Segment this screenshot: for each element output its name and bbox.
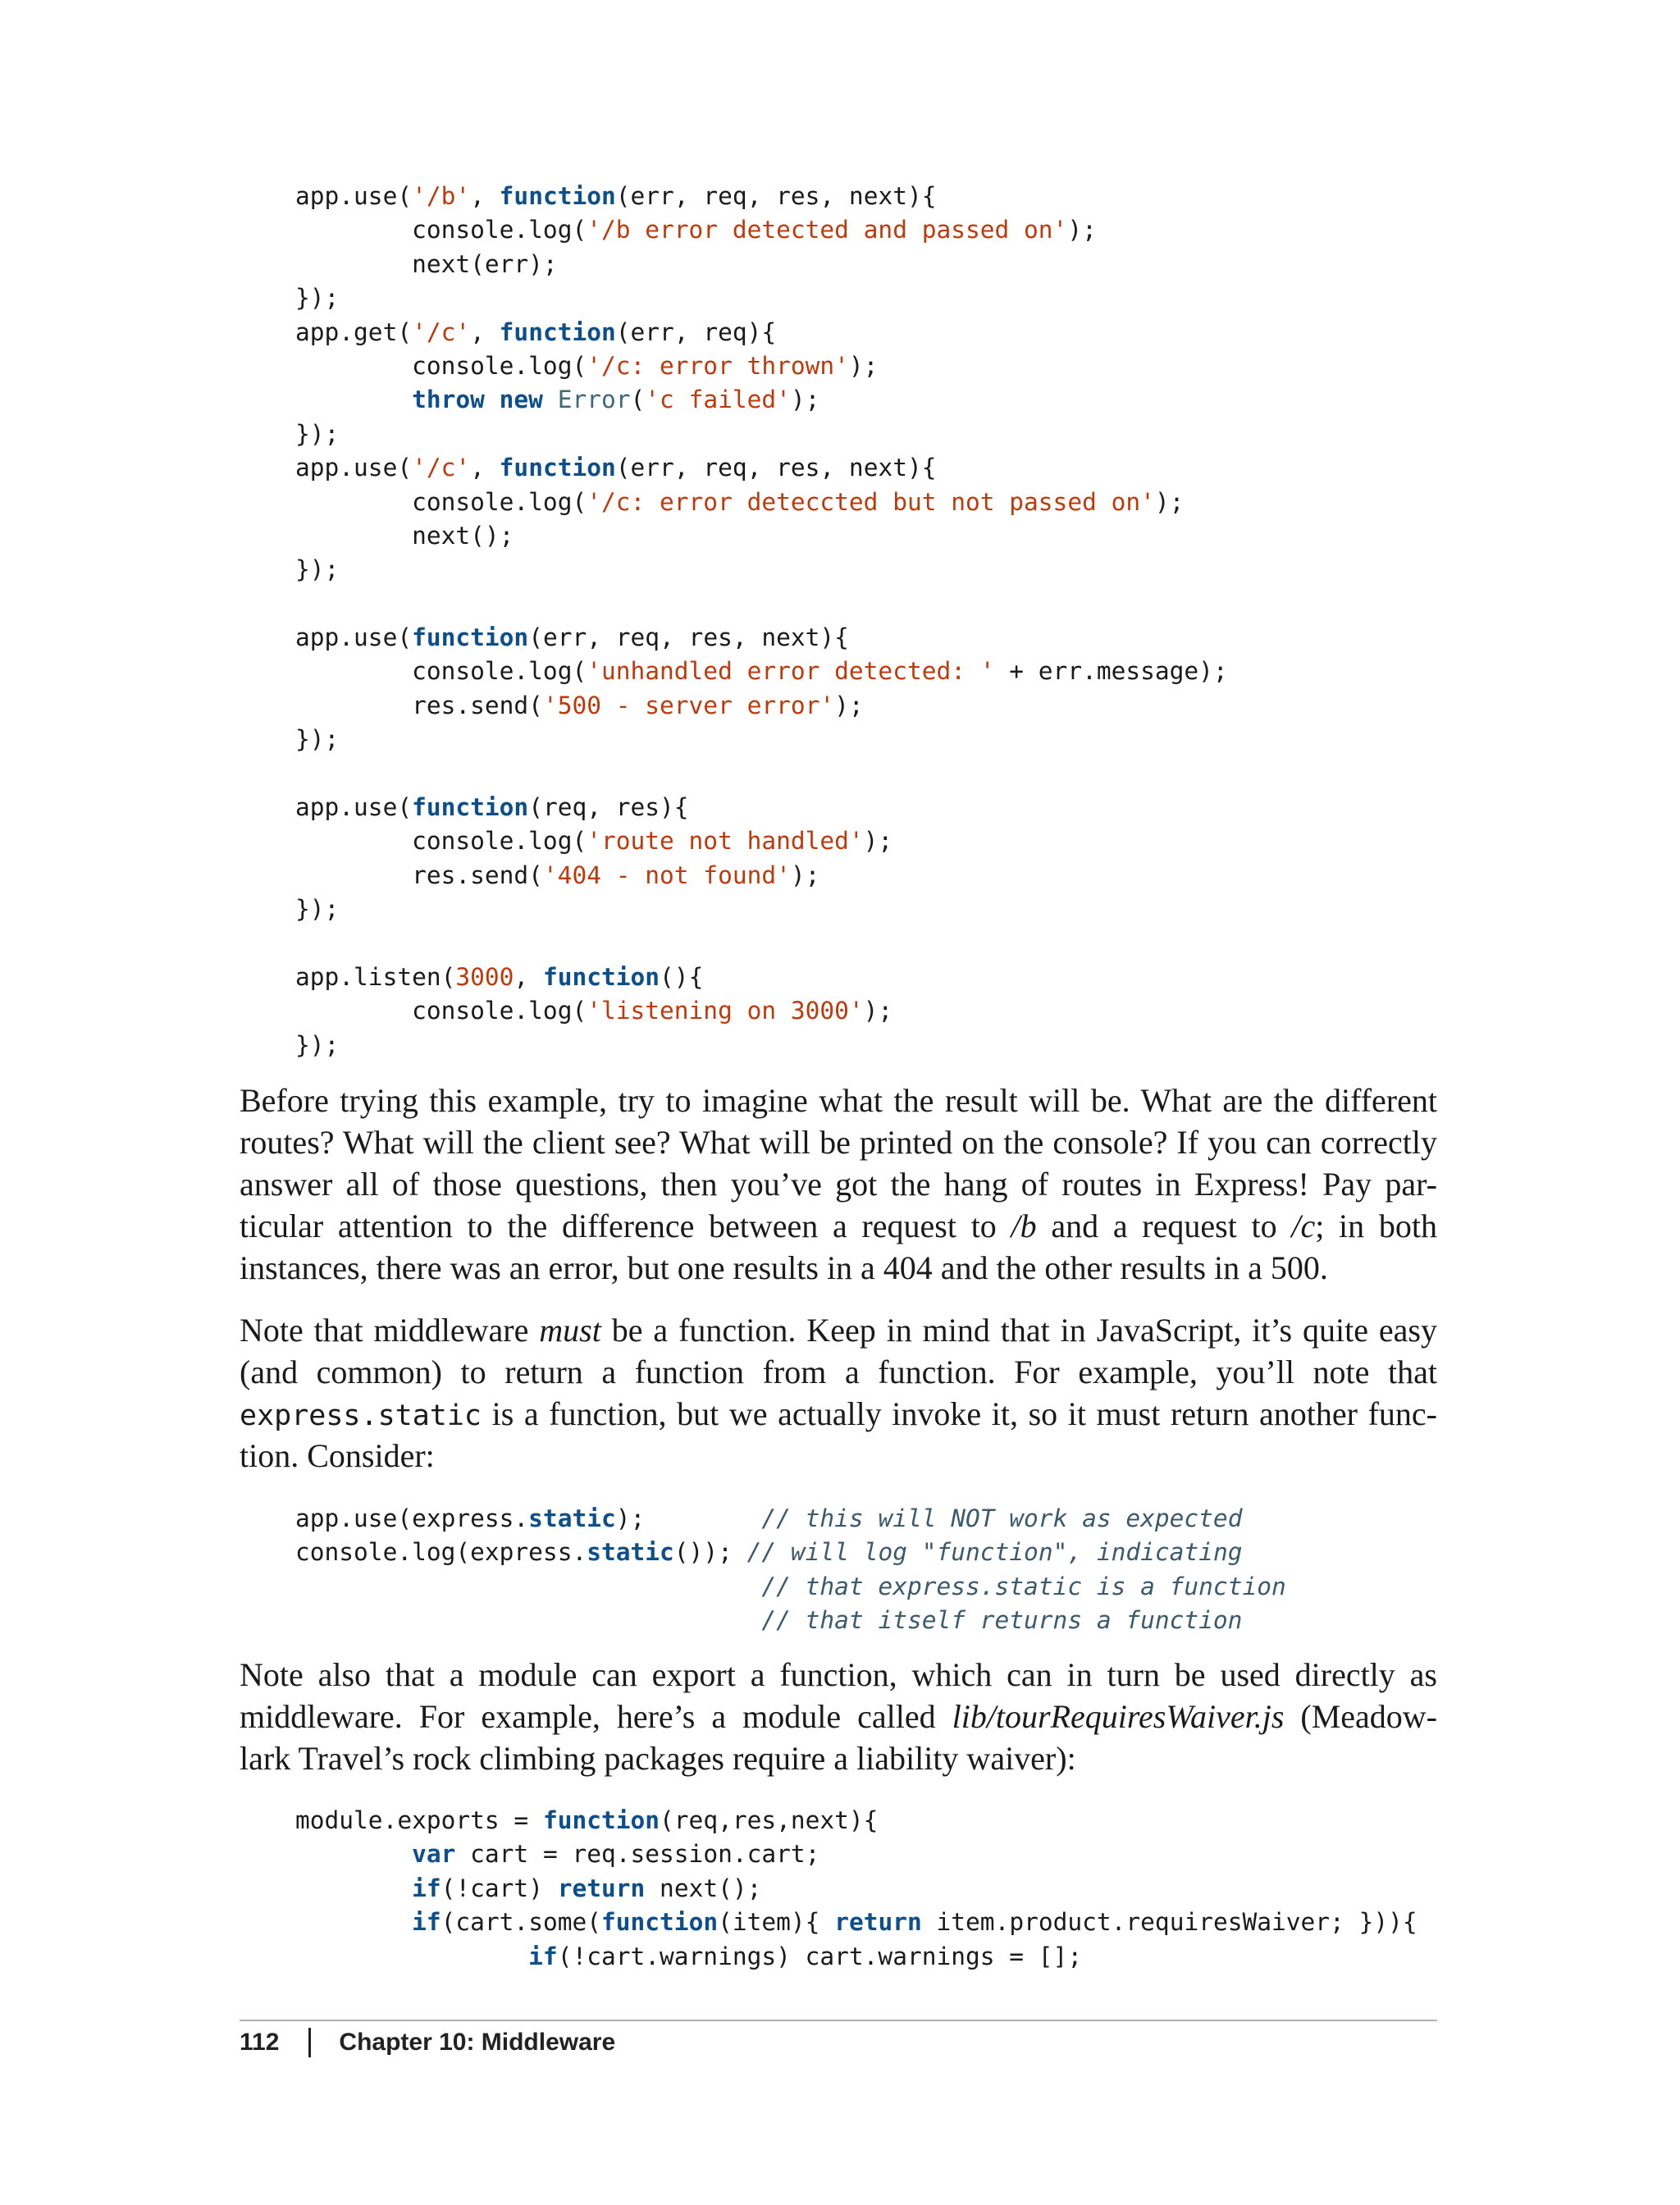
- code-block-tour-requires-waiver: [295, 1804, 1418, 1974]
- code-token: 'route not handled': [587, 827, 864, 856]
- code-token: res.send(: [295, 861, 543, 889]
- code-token: 'c failed': [645, 386, 791, 414]
- code-line: [295, 519, 1228, 553]
- code-token: item.product.requiresWaiver; })){: [921, 1908, 1418, 1937]
- code-token: ,: [470, 454, 500, 482]
- code-token: (err, req, res, next){: [615, 454, 937, 482]
- code-token: (err, req, res, next){: [615, 182, 937, 210]
- code-token: return: [834, 1908, 922, 1937]
- code-token: // will log "function", indicating: [746, 1538, 1243, 1567]
- code-token: if: [412, 1908, 441, 1937]
- code-token: cart = req.session.cart;: [455, 1840, 820, 1869]
- code-token: '/c: error thrown': [587, 351, 849, 380]
- code-line: [295, 349, 1228, 383]
- paragraph-middleware-function: [240, 1309, 1437, 1477]
- code-token: [295, 1573, 761, 1600]
- text-run: be a function. Keep in mind that in JavaScript, it’s quite easy: [600, 1312, 1438, 1349]
- code-token: // that itself returns a function: [761, 1606, 1243, 1635]
- code-token: app.get(: [295, 317, 413, 346]
- code-line: [295, 1838, 1418, 1871]
- code-token: ());: [673, 1538, 747, 1567]
- text-run: ; in both: [1315, 1208, 1437, 1244]
- code-line: [295, 621, 1228, 655]
- code-line: [295, 316, 1228, 349]
- code-token: );: [615, 1504, 762, 1532]
- code-token: (err, req, res, next){: [528, 623, 849, 652]
- code-token: next();: [295, 521, 514, 550]
- text-line: [240, 1696, 1437, 1737]
- code-line: [295, 486, 1228, 519]
- code-token: '/c': [412, 317, 471, 346]
- code-token: [295, 386, 412, 413]
- code-token: );: [863, 827, 893, 856]
- code-token: '/b error detected and passed on': [587, 216, 1068, 244]
- code-line: [295, 383, 1228, 417]
- code-token: (req, res){: [528, 793, 689, 822]
- code-line: [295, 180, 1228, 213]
- paragraph-module-export: [240, 1654, 1437, 1779]
- code-token: [295, 1874, 412, 1902]
- code-line: [295, 1872, 1418, 1906]
- code-token: function: [499, 317, 616, 346]
- code-token: 'listening on 3000': [587, 997, 864, 1025]
- code-line: [295, 927, 1228, 961]
- text-run: is a function, but we actually invoke it, so it must return another func-: [482, 1395, 1437, 1432]
- footer-rule: [240, 2020, 1437, 2021]
- code-line: [295, 655, 1228, 688]
- code-line: [295, 451, 1228, 485]
- code-token: function: [412, 623, 529, 652]
- code-token: '500 - server error': [542, 691, 835, 719]
- code-token: (!cart): [441, 1874, 558, 1902]
- code-token: console.log(: [295, 216, 587, 244]
- chapter-title: Chapter 10: Middleware: [339, 2029, 616, 2056]
- code-token: ,: [470, 182, 500, 210]
- code-line: [295, 994, 1228, 1028]
- paragraph-routes-explanation: [240, 1080, 1437, 1289]
- code-line: [295, 418, 1228, 451]
- code-token: // that express.static is a function: [761, 1572, 1286, 1600]
- code-token: });: [295, 725, 340, 754]
- code-token: );: [1154, 487, 1185, 516]
- code-token: [295, 1908, 412, 1936]
- code-line: [295, 1502, 1286, 1536]
- code-token: next();: [645, 1874, 762, 1902]
- code-token: '404 - not found': [542, 861, 791, 889]
- code-token: // this will NOT work as expected: [761, 1504, 1243, 1532]
- code-token: });: [295, 555, 340, 584]
- code-token: app.use(express.: [295, 1504, 529, 1532]
- code-token: [295, 1606, 761, 1634]
- code-token: });: [295, 284, 340, 313]
- text-line: Before trying this example, try to imagine what the result will be. What are the different: [240, 1082, 1437, 1119]
- code-token: var: [412, 1840, 456, 1869]
- code-token: function: [542, 962, 660, 991]
- inline-code: express.static: [240, 1399, 482, 1432]
- code-token: (item){: [718, 1908, 835, 1937]
- code-token: if: [528, 1942, 558, 1970]
- code-token: 3000: [455, 962, 514, 991]
- code-token: '/b': [412, 182, 471, 210]
- code-token: 'unhandled error detected: ': [587, 657, 995, 686]
- code-token: (req,res,next){: [660, 1806, 879, 1834]
- code-token: '/c': [412, 454, 471, 482]
- text-run: middleware. For example, here’s a module called: [240, 1698, 952, 1735]
- code-line: [295, 587, 1228, 621]
- code-line: [295, 281, 1228, 315]
- code-line: [295, 553, 1228, 587]
- code-token: );: [790, 386, 820, 414]
- code-line: [295, 1536, 1286, 1569]
- code-token: app.use(: [295, 793, 413, 822]
- text-line: Note also that a module can export a function, which can in turn be used directly as: [240, 1656, 1437, 1693]
- code-token: return: [557, 1874, 646, 1902]
- text-line: (and common) to return a function from a function. For example, you’ll note that: [240, 1354, 1437, 1390]
- code-token: (: [630, 386, 646, 414]
- code-token: console.log(: [295, 997, 587, 1025]
- code-token: });: [295, 419, 340, 448]
- code-token: );: [848, 351, 879, 380]
- code-token: [543, 386, 558, 413]
- code-token: static: [528, 1504, 616, 1532]
- code-token: module.exports =: [295, 1806, 543, 1834]
- text-run: and a request to: [1036, 1208, 1292, 1244]
- code-line: [295, 1940, 1418, 1974]
- code-token: throw new: [412, 386, 543, 414]
- code-token: if: [412, 1874, 441, 1902]
- code-token: app.use(: [295, 454, 413, 482]
- code-line: [295, 213, 1228, 247]
- code-line: [295, 961, 1228, 994]
- code-token: function: [542, 1806, 660, 1834]
- code-token: console.log(: [295, 657, 587, 686]
- code-token: ,: [470, 317, 500, 346]
- text-line: [240, 1309, 1437, 1351]
- code-token: '/c: error deteccted but not passed on': [587, 487, 1155, 516]
- text-line: answer all of those questions, then you’ve got the hang of routes in Express! Pay par-: [240, 1166, 1437, 1203]
- code-line: [295, 757, 1228, 791]
- code-token: (cart.some(: [441, 1908, 601, 1937]
- code-token: (!cart.warnings) cart.warnings = [];: [557, 1942, 1083, 1970]
- text-run: ticular attention to the difference between a request to: [240, 1208, 1011, 1244]
- page-footer: [240, 2028, 615, 2057]
- code-token: console.log(: [295, 351, 587, 380]
- code-token: ,: [514, 962, 543, 991]
- code-token: Error: [557, 386, 631, 414]
- code-token: console.log(: [295, 487, 587, 516]
- text-line: lark Travel’s rock climbing packages require a liability waiver):: [240, 1740, 1076, 1777]
- code-line: [295, 1570, 1286, 1604]
- footer-separator: [308, 2028, 311, 2057]
- code-token: console.log(express.: [295, 1538, 587, 1567]
- code-token: (err, req){: [615, 317, 777, 346]
- code-line: [295, 1029, 1228, 1062]
- code-token: app.use(: [295, 623, 413, 652]
- code-token: function: [499, 454, 616, 482]
- text-line: routes? What will the client see? What will be printed on the console? If you can correctly: [240, 1124, 1437, 1161]
- code-line: [295, 1804, 1418, 1838]
- code-token: console.log(: [295, 827, 587, 856]
- code-line: [295, 248, 1228, 281]
- code-line: [295, 892, 1228, 926]
- emphasis-text: /c: [1291, 1208, 1316, 1244]
- code-token: app.use(: [295, 182, 413, 210]
- text-line: instances, there was an error, but one results in a 404 and the other results in a 500.: [240, 1249, 1328, 1286]
- code-block-routes: [295, 180, 1228, 1062]
- text-line: [240, 1393, 1437, 1435]
- code-block-express-static: [295, 1502, 1286, 1638]
- code-token: app.listen(: [295, 962, 456, 991]
- code-token: );: [790, 861, 820, 889]
- code-token: });: [295, 1030, 340, 1059]
- code-line: [295, 859, 1228, 892]
- code-line: [295, 723, 1228, 756]
- code-token: static: [587, 1538, 674, 1567]
- code-token: function: [412, 793, 529, 822]
- code-line: [295, 1906, 1418, 1939]
- emphasis-text: /b: [1011, 1208, 1037, 1244]
- code-line: [295, 1604, 1286, 1637]
- code-token: res.send(: [295, 691, 543, 719]
- code-line: [295, 689, 1228, 723]
- text-line: tion. Consider:: [240, 1437, 435, 1474]
- code-token: [295, 1942, 528, 1970]
- code-token: + err.message);: [994, 657, 1228, 686]
- code-token: );: [834, 691, 864, 719]
- code-token: (){: [660, 962, 704, 991]
- emphasis-text: must: [539, 1312, 601, 1349]
- code-line: [295, 791, 1228, 824]
- code-token: function: [499, 182, 616, 210]
- code-token: );: [863, 997, 893, 1025]
- text-run: (Meadow-: [1284, 1698, 1438, 1735]
- code-token: next(err);: [295, 249, 558, 278]
- code-token: );: [1067, 216, 1097, 244]
- emphasis-text: lib/tourRequiresWaiver.js: [952, 1698, 1285, 1735]
- code-token: [295, 1840, 412, 1868]
- code-token: function: [601, 1908, 719, 1937]
- text-run: Note that middleware: [240, 1312, 540, 1349]
- code-line: [295, 824, 1228, 858]
- text-line: [240, 1205, 1437, 1247]
- code-token: });: [295, 895, 340, 924]
- page-number: 112: [240, 2029, 280, 2056]
